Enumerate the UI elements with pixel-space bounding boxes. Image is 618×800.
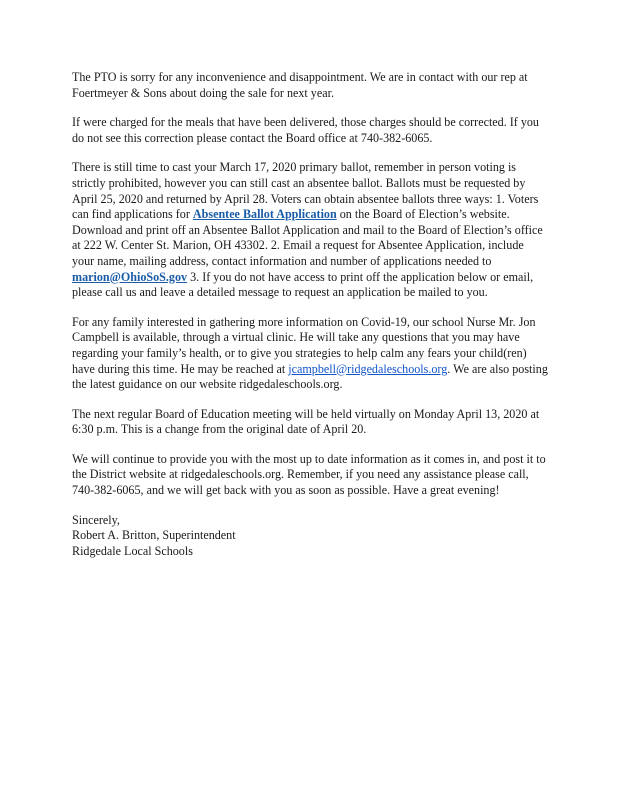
signature-closing: Sincerely,	[72, 512, 120, 527]
ballot-text-part2: on the Board of Election’s website. Download and print off an Absentee Ballot Application and mail to the Board of Election’s office at 222 W. Center St. Marion, OH 43302. 2. Email a request for Absentee Application, include your name, mailing address, contact information and number of applications needed to	[72, 207, 543, 268]
paragraph-meal-charges: If were charged for the meals that have been delivered, those charges should be corrected. If you do not see this correction please contact the Board office at 740-382-6065.	[72, 115, 539, 145]
paragraph-closing-info: We will continue to provide you with the most up to date information as it comes in, and post it to the District website at ridgedaleschools.org. Remember, if you need any assistance please call, 740-382-6065, and we will get back with you as soon as possible. Have a great evening!	[72, 451, 546, 498]
signature-block	[72, 513, 548, 560]
paragraph-covid-info	[72, 315, 548, 393]
ballot-text-part3: 3. If you do not have access to print off the application below or email, please call us and leave a detailed message to request an application be mailed to you.	[72, 269, 534, 300]
paragraph-pto-sale: The PTO is sorry for any inconvenience and disappointment. We are in contact with our rep at Foertmeyer & Sons about doing the sale for next year.	[72, 70, 528, 100]
covid-text-part1: For any family interested in gathering more information on Covid-19, our school Nurse Mr. Jon Campbell is available, through a virtual clinic. He will take any questions that you may have regarding your family’s health, or to give you strategies to help calm any fears your child(ren) have during this time. He may be reached at	[72, 314, 536, 376]
signature-name: Robert A. Britton, Superintendent	[72, 528, 236, 543]
covid-text-part2: . We are also posting the latest guidance on our website ridgedaleschools.org.	[72, 361, 548, 392]
nurse-email-link[interactable]: jcampbell@ridgedaleschools.org	[288, 361, 448, 376]
paragraph-board-meeting: The next regular Board of Education meeting will be held virtually on Monday April 13, 2020 at 6:30 p.m. This is a change from the original date of April 20.	[72, 406, 540, 437]
marion-email-link[interactable]: marion@OhioSoS.gov	[72, 269, 188, 284]
paragraph-absentee-ballot	[72, 160, 548, 300]
ballot-text-part1: There is still time to cast your March 17, 2020 primary ballot, remember in person voting is strictly prohibited, however you can still cast an absentee ballot. Ballots must be requested by April 25, 2020 and returned by April 28. Voters can obtain absentee ballots three ways: 1. Voters can find applications for	[72, 160, 539, 222]
absentee-ballot-application-link[interactable]: Absentee Ballot Application	[192, 207, 337, 222]
letter-body	[72, 70, 548, 559]
signature-organization: Ridgedale Local Schools	[72, 543, 193, 558]
